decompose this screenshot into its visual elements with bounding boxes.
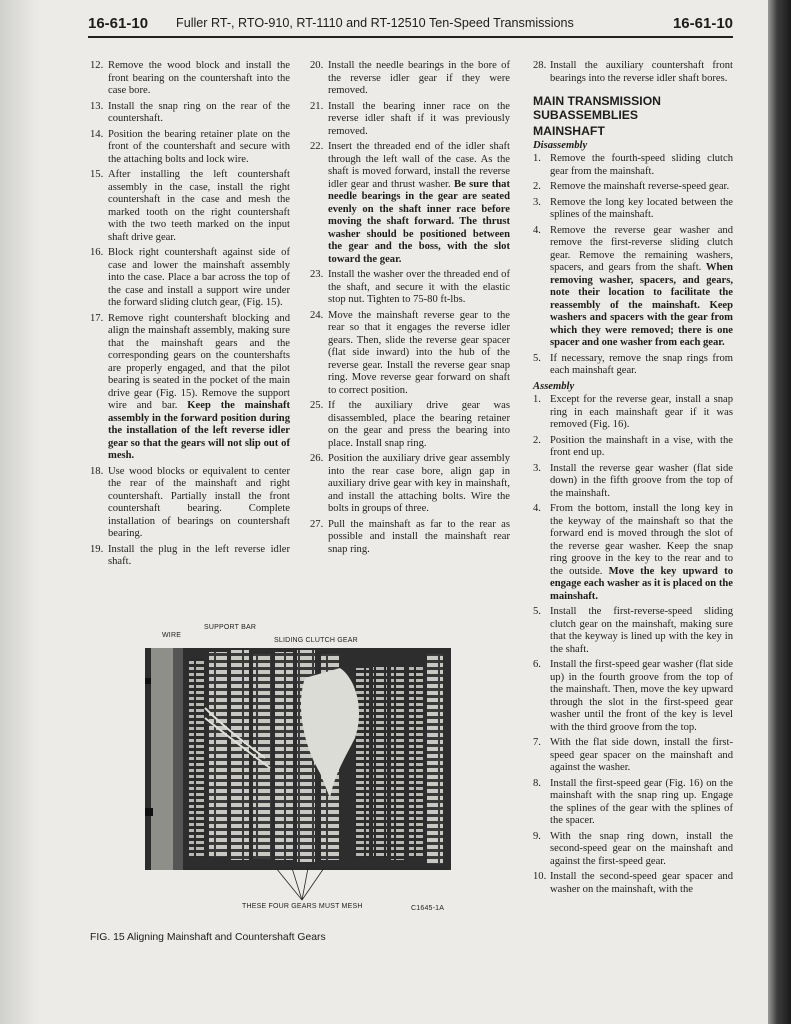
list-item xyxy=(533,463,733,501)
procedure-steps-middle xyxy=(310,60,510,556)
assembly-steps xyxy=(533,394,733,896)
step-warning-text: Keep the mainshaft assembly in the forward position during the installation of the left reverse idler gear so that the gears will not slip out of mesh. xyxy=(108,400,290,461)
list-item xyxy=(310,400,510,450)
subsection-heading: MAINSHAFT xyxy=(533,124,605,138)
step-number: 13. xyxy=(90,100,104,112)
list-item xyxy=(310,519,510,557)
column-right xyxy=(533,60,733,899)
list-item xyxy=(533,831,733,869)
disassembly-steps xyxy=(533,153,733,378)
step-number: 17. xyxy=(90,312,104,324)
step-number: 22. xyxy=(310,141,324,152)
list-item xyxy=(310,141,510,266)
step-number: 18. xyxy=(90,465,104,477)
step-text: With the flat side down, install the first-speed gear spacer on the mainshaft and against the washer. xyxy=(550,737,733,773)
list-item xyxy=(533,606,733,656)
list-item xyxy=(533,778,733,828)
step-number: 4. xyxy=(533,224,541,236)
step-text: Install the reverse gear washer (flat side down) in the fifth groove from the top of the mainshaft. xyxy=(550,462,733,499)
step-text: Move the mainshaft reverse gear to the rear so that it engages the reverse idler gears. Then, slide the reverse gear spacer (flat side inward) into the hub of the reverse gear. Install the reverse gear snap ring. Move reverse gear forward on shaft to correct position. xyxy=(328,309,510,396)
list-item xyxy=(90,60,290,98)
step-warning-text: Be sure that needle bearings in the gear are seated evenly on the shaft inner race before moving the shaft forward. The thrust washer should be positioned between the gear and the boss, with the slot toward the gear. xyxy=(328,178,510,265)
list-item xyxy=(533,353,733,378)
step-number: 2. xyxy=(533,434,541,446)
step-text: From the bottom, install the long key in the keyway of the mainshaft so that the forward end is moved through the slot of the reverse gear washer. Keep the snap ring groove in the key to the rear and to the outside. xyxy=(550,503,733,577)
step-number: 14. xyxy=(90,128,104,140)
list-item xyxy=(90,544,290,569)
book-edge xyxy=(768,0,791,1024)
step-text: Pull the mainshaft as far to the rear as possible and install the mainshaft rear snap ring. xyxy=(328,518,510,555)
figure-caption: FIG. 15 Aligning Mainshaft and Countershaft Gears xyxy=(90,932,326,943)
step-text: Remove the long key located between the splines of the mainshaft. xyxy=(550,196,733,220)
step-text: Remove the reverse gear washer and remove the first-reverse sliding clutch gear. Remove the remaining washers, spacers, and gears from the shaft. xyxy=(550,224,733,273)
step-text: Position the mainshaft in a vise, with the front end up. xyxy=(550,434,733,458)
step-text: Install the plug in the left reverse idler shaft. xyxy=(108,543,290,567)
step-number: 23. xyxy=(310,269,324,280)
list-item xyxy=(310,310,510,398)
list-item xyxy=(310,453,510,516)
page-number-right: 16-61-10 xyxy=(672,15,733,32)
step-text: Install the second-speed gear spacer and washer on the mainshaft, with the xyxy=(550,871,733,895)
step-text: With the snap ring down, install the second-speed gear on the mainshaft and against the first-speed gear. xyxy=(550,830,733,867)
step-text: Install the first-reverse-speed sliding clutch gear on the mainshaft, making sure that the keyway is lined up with the key in the shaft. xyxy=(550,606,733,655)
step-text: Install the needle bearings in the bore of the reverse idler gear if they were removed. xyxy=(328,60,510,96)
step-number: 7. xyxy=(533,737,541,748)
section-heading: MAIN TRANSMISSION SUBASSEMBLIES xyxy=(533,94,661,122)
step-text: Install the bearing inner race on the reverse idler shaft if it was previously removed. xyxy=(328,100,510,137)
step-text: Position the auxiliary drive gear assembly into the rear case bore, align gap in auxiliary drive gear with key in mainshaft, and install the attaching bolts. Wire the bolts in groups of three. xyxy=(328,453,510,514)
step-text: Install the washer over the threaded end of the shaft, and secure it with the elastic stop nut. Tighten to 75-80 ft-lbs. xyxy=(328,269,510,305)
step-text: Remove the wood block and install the front bearing on the countershaft into the case bore. xyxy=(108,60,290,96)
disassembly-heading: Disassembly xyxy=(533,139,588,151)
step-number: 8. xyxy=(533,777,541,789)
figure-label-sliding-clutch-gear: SLIDING CLUTCH GEAR xyxy=(274,637,358,644)
step-number: 16. xyxy=(90,247,104,258)
step-number: 10. xyxy=(533,871,547,882)
list-item xyxy=(533,225,733,350)
step-number: 12. xyxy=(90,60,104,71)
list-item xyxy=(533,659,733,734)
page-number-left: 16-61-10 xyxy=(88,15,149,32)
step-text: Position the bearing retainer plate on the front of the countershaft and secure with the attaching bolts and lock wire. xyxy=(108,128,290,165)
list-item xyxy=(90,129,290,167)
list-item xyxy=(90,247,290,310)
step-number: 28. xyxy=(533,60,547,71)
list-item xyxy=(533,394,733,432)
step-number: 19. xyxy=(90,543,104,555)
step-number: 15. xyxy=(90,169,104,180)
running-title: Fuller RT-, RTO-910, RT-1110 and RT-12510 Ten-Speed Transmissions xyxy=(176,16,574,30)
step-warning-text: Move the key upward to engage each washer as it is placed on the mainshaft. xyxy=(550,565,733,602)
list-item xyxy=(533,871,733,896)
list-item xyxy=(533,181,733,194)
list-item xyxy=(533,197,733,222)
step-number: 27. xyxy=(310,518,324,530)
list-item xyxy=(533,737,733,775)
step-number: 5. xyxy=(533,606,541,617)
list-item xyxy=(533,153,733,178)
list-item xyxy=(90,169,290,244)
step-number: 6. xyxy=(533,659,541,670)
figure-pointer-arrows xyxy=(262,866,332,902)
step-text: Install the first-speed gear (Fig. 16) on the mainshaft with the snap ring up. Engage the splines of the gear with the splines of the spacer. xyxy=(550,777,733,826)
step-text: Install the auxiliary countershaft front bearings into the reverse idler shaft bores. xyxy=(550,60,733,84)
step-number: 2. xyxy=(533,181,541,192)
gear-assembly-illustration xyxy=(145,648,451,870)
step-number: 20. xyxy=(310,60,324,71)
step-number: 9. xyxy=(533,830,541,842)
figure-photo xyxy=(145,648,451,870)
list-item xyxy=(310,269,510,307)
step-text: Block right countershaft against side of case and lower the mainshaft assembly into the case. Place a bar across the top of the case and install a support wire under the forward sliding clutch gear, (Fig. 15). xyxy=(108,247,290,308)
list-item xyxy=(310,60,510,98)
step-number: 21. xyxy=(310,100,324,112)
list-item xyxy=(90,313,290,463)
step-number: 4. xyxy=(533,503,541,514)
figure-label-support-bar: SUPPORT BAR xyxy=(204,624,257,631)
list-item xyxy=(533,503,733,603)
step-number: 25. xyxy=(310,400,324,411)
step-text: Use wood blocks or equivalent to center the rear of the mainshaft and right countershaft. Partially install the front countershaft bearing. Complete installation of bearings on countershaft bearing. xyxy=(108,465,290,539)
page-header xyxy=(88,10,733,38)
assembly-heading: Assembly xyxy=(533,380,575,392)
step-number: 26. xyxy=(310,453,324,464)
step-text: Remove the fourth-speed sliding clutch gear from the mainshaft. xyxy=(550,153,733,177)
list-item xyxy=(533,435,733,460)
step-number: 3. xyxy=(533,196,541,208)
page-binding-shadow xyxy=(0,0,38,1024)
step-text: Remove the mainshaft reverse-speed gear. xyxy=(550,181,730,192)
figure-label-wire: WIRE xyxy=(162,632,182,639)
step-text: Insert the threaded end of the idler shaft through the left wall of the case. As the shaft is moved forward, install the reverse idler gear and thrust washer. xyxy=(328,141,510,190)
step-text: Except for the reverse gear, install a snap ring in each mainshaft gear if it was removed (Fig. 16). xyxy=(550,394,733,430)
step-text: Install the first-speed gear washer (flat side up) in the fourth groove from the top of the mainshaft. Then, move the key upward through the slot in the first-speed gear washer until the front of the key is level with the third groove from the top. xyxy=(550,659,733,733)
column-left xyxy=(90,60,290,572)
list-item xyxy=(310,101,510,139)
step-number: 24. xyxy=(310,309,324,321)
list-item xyxy=(90,466,290,541)
step-number: 5. xyxy=(533,352,541,364)
list-item xyxy=(90,101,290,126)
column-middle xyxy=(310,60,510,559)
list-item xyxy=(533,60,733,85)
figure-code: C1645-1A xyxy=(411,905,445,912)
step-text: After installing the left countershaft assembly in the case, install the right countershaft in the case and mesh the marked tooth on the right countershaft with the two teeth marked on the input shaft drive gear. xyxy=(108,169,290,243)
step-text: If necessary, remove the snap rings from each mainshaft gear. xyxy=(550,352,733,376)
step-text: Remove right countershaft blocking and align the mainshaft assembly, making sure that the mainshaft gears and the corresponding gears on the countershafts are properly engaged, and that the pilot bearing is seated in the pocket of the main drive gear (Fig. 15). Remove the support wire and bar. xyxy=(108,312,290,411)
procedure-step-28 xyxy=(533,60,733,85)
step-number: 1. xyxy=(533,153,541,164)
step-number: 1. xyxy=(533,394,541,405)
step-warning-text: When removing washer, spacers, and gears, note their location to facilitate the reassembly of the mainshaft. Keep washers and spacers with the gear from which they were removed; there is one spacer and one washer from each gear. xyxy=(550,262,733,348)
figure-label-gears-mesh: THESE FOUR GEARS MUST MESH xyxy=(242,903,363,910)
step-text: Install the snap ring on the rear of the countershaft. xyxy=(108,100,290,124)
step-text: If the auxiliary drive gear was disassembled, place the bearing retainer on the gear and press the bearing into place. Install snap ring. xyxy=(328,400,510,449)
procedure-steps-left xyxy=(90,60,290,569)
step-number: 3. xyxy=(533,462,541,474)
